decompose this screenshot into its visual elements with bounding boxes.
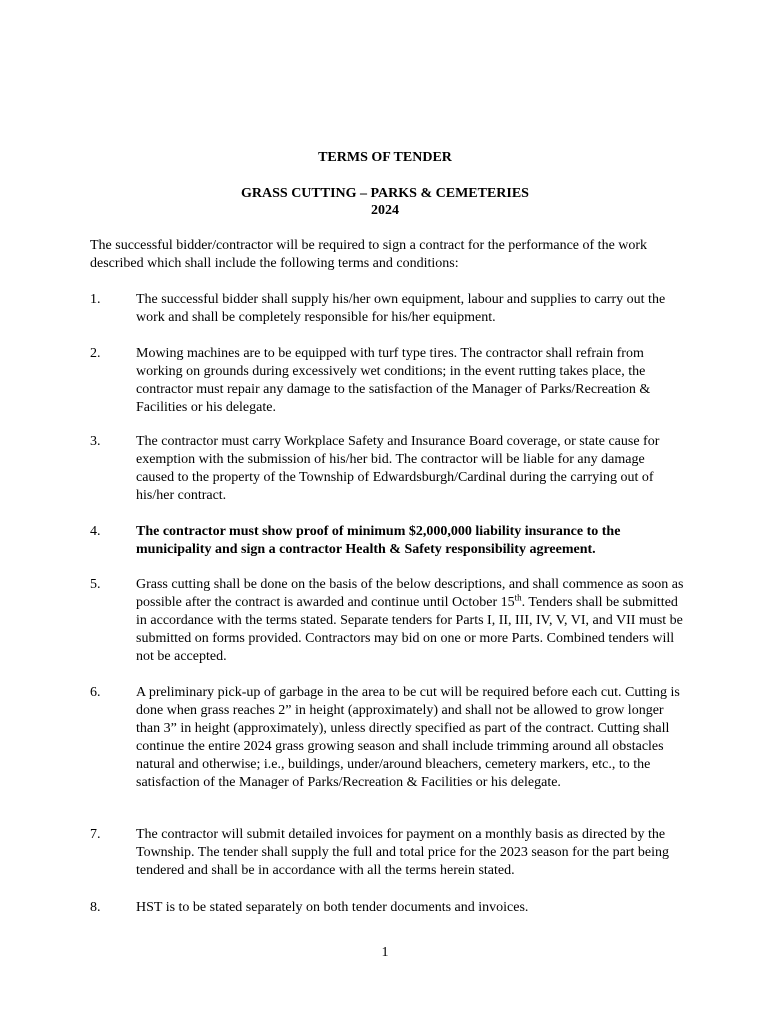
document-subtitle: GRASS CUTTING – PARKS & CEMETERIES <box>241 186 529 201</box>
list-item-number: 3. <box>90 434 101 449</box>
intro-paragraph: The successful bidder/contractor will be required to sign a contract for the performance of the work described which shall include the following terms and conditions: <box>90 238 648 271</box>
document-title: TERMS OF TENDER <box>318 150 452 165</box>
list-item-text: Mowing machines are to be equipped with turf type tires. The contractor shall refrain from working on grounds during excessively wet conditions; in the event rutting takes place, the contractor must repair any damage to the satisfaction of the Manager of Parks/Recreation & Facilities or his delegate. <box>136 346 651 415</box>
list-item-8 <box>90 899 690 917</box>
list-item-text: The successful bidder shall supply his/her own equipment, labour and supplies to carry out the work and shall be completely responsible for his/her equipment. <box>136 292 666 325</box>
list-item-number: 8. <box>90 900 101 915</box>
list-item-6 <box>90 684 690 792</box>
list-item-4 <box>90 523 690 559</box>
list-item-text: HST is to be stated separately on both tender documents and invoices. <box>136 900 529 915</box>
list-item-text: A preliminary pick-up of garbage in the area to be cut will be required before each cut. Cutting is done when grass reaches 2” in height (approximately) and shall not be allowed to grow longer than 3” in height (approximately), unless directly specified as part of the contract. Cutting shall continue the entire 2024 grass growing season and shall include trimming around all obstacles natural and otherwise; i.e., buildings, under/around bleachers, cemetery markers, etc., to the satisfaction of the Manager of Parks/Recreation & Facilities or his delegate. <box>136 685 680 790</box>
list-item-text: The contractor must show proof of minimum $2,000,000 liability insurance to the municipality and sign a contractor Health & Safety responsibility agreement. <box>136 524 621 557</box>
list-item-number: 5. <box>90 577 101 592</box>
list-item-text-part: Grass cutting shall be done on the basis of the below descriptions, and shall commence as soon as possible after the contract is awarded and continue until October 15 <box>136 577 684 610</box>
list-item-text <box>136 576 684 666</box>
list-item-1 <box>90 291 690 327</box>
list-item-text-part: . Tenders shall be submitted in accordance with the terms stated. Separate tenders for Parts I, II, III, IV, V, VI, and VII must be submitted on forms provided. Contractors may bid on one or more Parts. Combined tenders will not be accepted. <box>136 595 683 664</box>
list-item-number: 6. <box>90 685 101 700</box>
list-item-3 <box>90 433 690 505</box>
list-item-number: 2. <box>90 346 101 361</box>
page-number: 1 <box>381 945 389 960</box>
list-item-5 <box>90 576 690 666</box>
list-item-text: The contractor will submit detailed invoices for payment on a monthly basis as directed by the Township. The tender shall supply the full and total price for the 2023 season for the part being tendered and shall be in accordance with all the terms herein stated. <box>136 827 669 878</box>
list-item-number: 1. <box>90 292 101 307</box>
list-item-2 <box>90 345 690 417</box>
document-year: 2024 <box>371 203 399 218</box>
list-item-number: 7. <box>90 827 101 842</box>
list-item-7 <box>90 826 690 880</box>
superscript-ordinal: th <box>514 592 522 603</box>
list-item-number: 4. <box>90 524 101 539</box>
list-item-text: The contractor must carry Workplace Safety and Insurance Board coverage, or state cause for exemption with the submission of his/her bid. The contractor will be liable for any damage caused to the property of the Township of Edwardsburgh/Cardinal during the carrying out of his/her contract. <box>136 434 660 503</box>
